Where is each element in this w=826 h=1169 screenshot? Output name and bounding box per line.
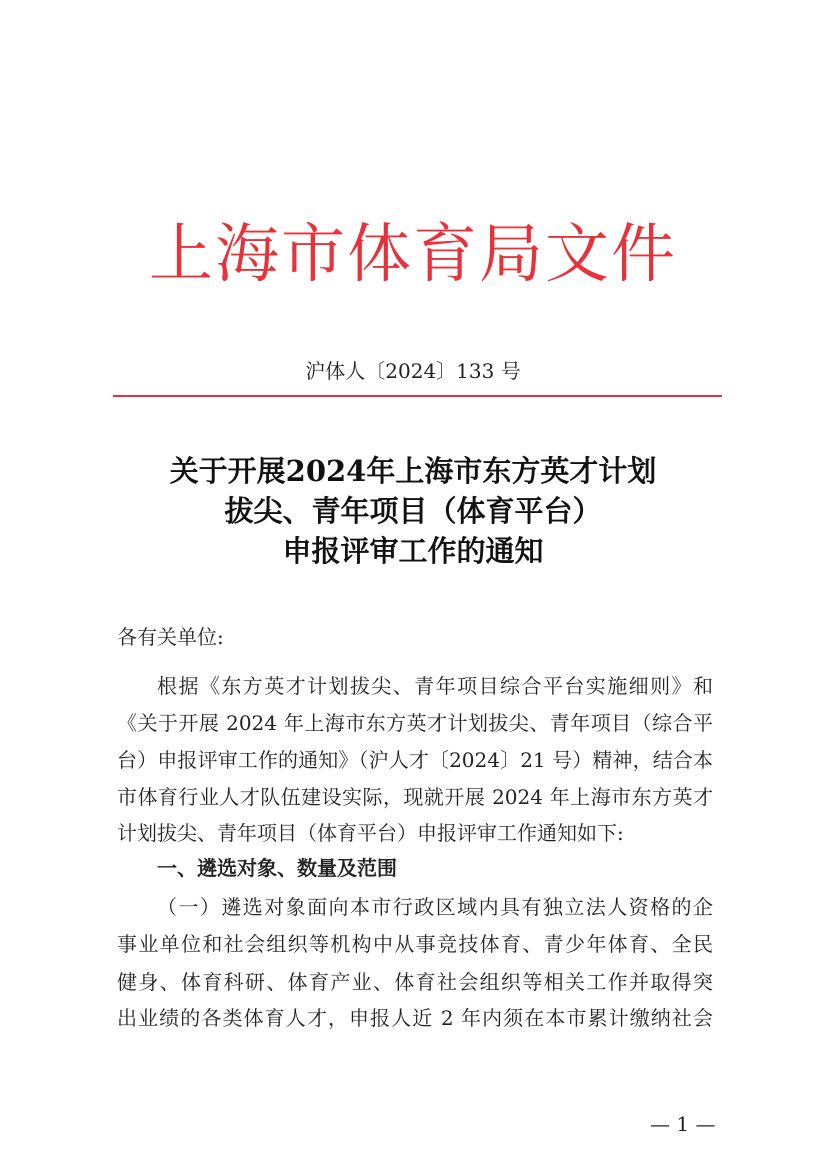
body-line: 台）申报评审工作的通知》（沪人才〔2024〕21 号）精神，结合本 (117, 748, 713, 772)
section-line: 健身、体育科研、体育产业、体育社会组织等相关工作并取得突 (117, 970, 713, 994)
title-line-3: 申报评审工作的通知 (282, 534, 544, 568)
page-number: — 1 — (650, 1112, 716, 1136)
body-line: 根据《东方英才计划拔尖、青年项目综合平台实施细则》和 (157, 674, 713, 698)
document-masthead: 上海市体育局文件 (149, 218, 677, 292)
title-line-2: 拔尖、青年项目（体育平台） (224, 494, 602, 528)
section-line: 出业绩的各类体育人才，申报人近 2 年内须在本市累计缴纳社会 (117, 1006, 713, 1030)
title-line-1: 关于开展2024年上海市东方英才计划 (169, 454, 657, 488)
section-heading: 一、遴选对象、数量及范围 (157, 856, 397, 880)
body-line: 《关于开展 2024 年上海市东方英才计划拔尖、青年项目（综合平 (117, 711, 713, 735)
body-line: 市体育行业人才队伍建设实际，现就开展 2024 年上海市东方英才 (117, 785, 713, 809)
section-line: （一）遴选对象面向本市行政区域内具有独立法人资格的企 (157, 895, 713, 919)
document-number: 沪体人〔2024〕133 号 (305, 359, 521, 383)
body-line: 计划拔尖、青年项目（体育平台）申报评审工作通知如下: (117, 821, 624, 845)
salutation: 各有关单位: (117, 625, 224, 649)
section-line: 事业单位和社会组织等机构中从事竞技体育、青少年体育、全民 (117, 932, 713, 956)
red-divider (113, 395, 722, 397)
